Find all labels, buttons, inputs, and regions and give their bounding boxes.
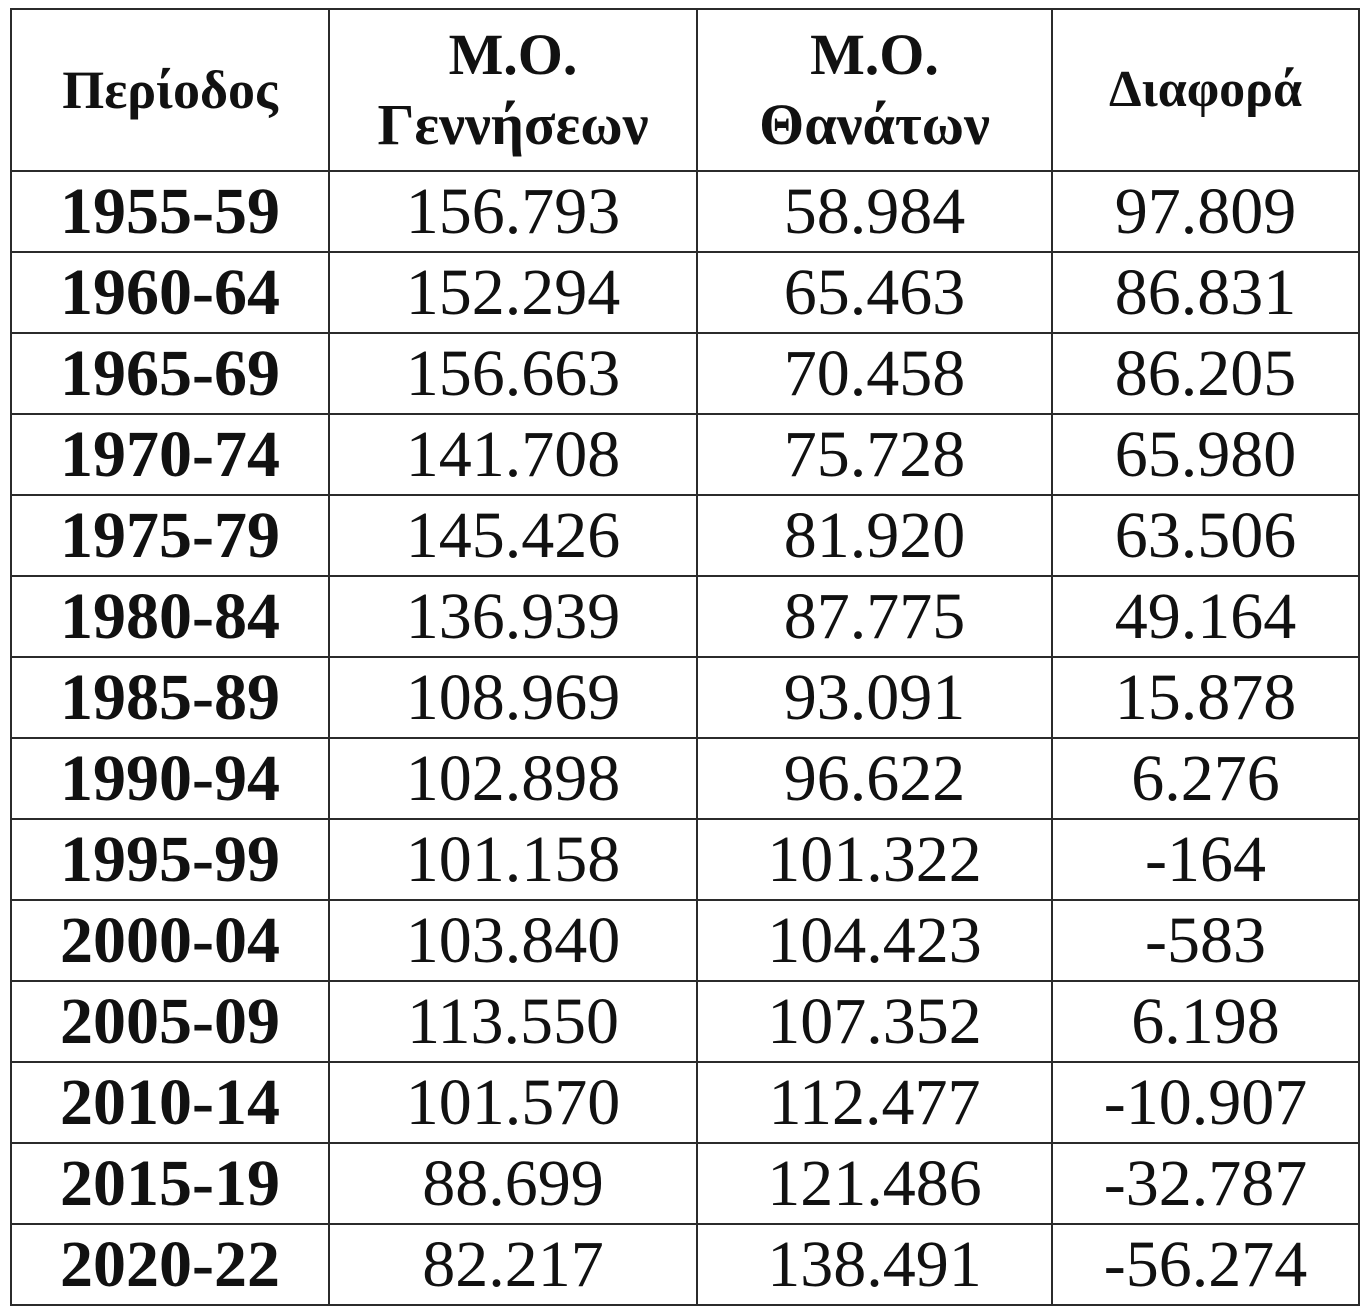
deaths-cell: 112.477 — [697, 1062, 1052, 1143]
table-row — [11, 981, 1359, 1062]
births-cell: 156.663 — [329, 333, 697, 414]
table-row — [11, 819, 1359, 900]
difference-cell: 65.980 — [1052, 414, 1359, 495]
deaths-cell: 107.352 — [697, 981, 1052, 1062]
deaths-cell: 138.491 — [697, 1224, 1052, 1305]
births-cell: 103.840 — [329, 900, 697, 981]
deaths-cell: 81.920 — [697, 495, 1052, 576]
table-row — [11, 171, 1359, 252]
period-cell: 1965-69 — [11, 333, 329, 414]
deaths-cell: 104.423 — [697, 900, 1052, 981]
period-cell: 2005-09 — [11, 981, 329, 1062]
deaths-cell: 121.486 — [697, 1143, 1052, 1224]
period-cell: 1975-79 — [11, 495, 329, 576]
births-cell: 101.570 — [329, 1062, 697, 1143]
header-period — [11, 9, 329, 171]
difference-cell: 97.809 — [1052, 171, 1359, 252]
table-row — [11, 1224, 1359, 1305]
difference-cell: 6.276 — [1052, 738, 1359, 819]
period-cell: 1970-74 — [11, 414, 329, 495]
period-cell: 1960-64 — [11, 252, 329, 333]
births-cell: 113.550 — [329, 981, 697, 1062]
difference-cell: -56.274 — [1052, 1224, 1359, 1305]
deaths-cell: 96.622 — [697, 738, 1052, 819]
header-period-label: Περίοδος — [62, 60, 278, 120]
table-header — [11, 9, 1359, 171]
deaths-cell: 65.463 — [697, 252, 1052, 333]
table-row — [11, 252, 1359, 333]
period-cell: 2010-14 — [11, 1062, 329, 1143]
period-cell: 2000-04 — [11, 900, 329, 981]
difference-cell: 6.198 — [1052, 981, 1359, 1062]
difference-cell: 49.164 — [1052, 576, 1359, 657]
births-cell: 102.898 — [329, 738, 697, 819]
period-cell: 1990-94 — [11, 738, 329, 819]
header-row — [11, 9, 1359, 171]
header-births — [329, 9, 697, 171]
table-row — [11, 738, 1359, 819]
header-deaths-line2: Θανάτων — [759, 92, 990, 157]
births-cell: 82.217 — [329, 1224, 697, 1305]
header-difference — [1052, 9, 1359, 171]
header-births-line2: Γεννήσεων — [377, 92, 649, 157]
difference-cell: 63.506 — [1052, 495, 1359, 576]
deaths-cell: 101.322 — [697, 819, 1052, 900]
header-deaths — [697, 9, 1052, 171]
table-row — [11, 900, 1359, 981]
deaths-cell: 75.728 — [697, 414, 1052, 495]
table-row — [11, 414, 1359, 495]
births-cell: 108.969 — [329, 657, 697, 738]
table-row — [11, 333, 1359, 414]
difference-cell: 86.831 — [1052, 252, 1359, 333]
period-cell: 1955-59 — [11, 171, 329, 252]
deaths-cell: 93.091 — [697, 657, 1052, 738]
births-cell: 101.158 — [329, 819, 697, 900]
births-cell: 88.699 — [329, 1143, 697, 1224]
table-row — [11, 495, 1359, 576]
difference-cell: 15.878 — [1052, 657, 1359, 738]
period-cell: 1985-89 — [11, 657, 329, 738]
births-deaths-table — [10, 8, 1360, 1306]
period-cell: 1980-84 — [11, 576, 329, 657]
deaths-cell: 70.458 — [697, 333, 1052, 414]
births-cell: 136.939 — [329, 576, 697, 657]
period-cell: 2015-19 — [11, 1143, 329, 1224]
period-cell: 1995-99 — [11, 819, 329, 900]
births-cell: 152.294 — [329, 252, 697, 333]
header-deaths-line1: Μ.Ο. — [810, 22, 939, 87]
table-row — [11, 576, 1359, 657]
difference-cell: -32.787 — [1052, 1143, 1359, 1224]
difference-cell: 86.205 — [1052, 333, 1359, 414]
table-row — [11, 657, 1359, 738]
table-body — [11, 171, 1359, 1305]
header-births-line1: Μ.Ο. — [448, 22, 578, 87]
births-cell: 141.708 — [329, 414, 697, 495]
deaths-cell: 58.984 — [697, 171, 1052, 252]
header-difference-label: Διαφορά — [1108, 61, 1303, 118]
births-cell: 145.426 — [329, 495, 697, 576]
births-cell: 156.793 — [329, 171, 697, 252]
period-cell: 2020-22 — [11, 1224, 329, 1305]
deaths-cell: 87.775 — [697, 576, 1052, 657]
difference-cell: -10.907 — [1052, 1062, 1359, 1143]
difference-cell: -583 — [1052, 900, 1359, 981]
table-row — [11, 1062, 1359, 1143]
difference-cell: -164 — [1052, 819, 1359, 900]
table-row — [11, 1143, 1359, 1224]
